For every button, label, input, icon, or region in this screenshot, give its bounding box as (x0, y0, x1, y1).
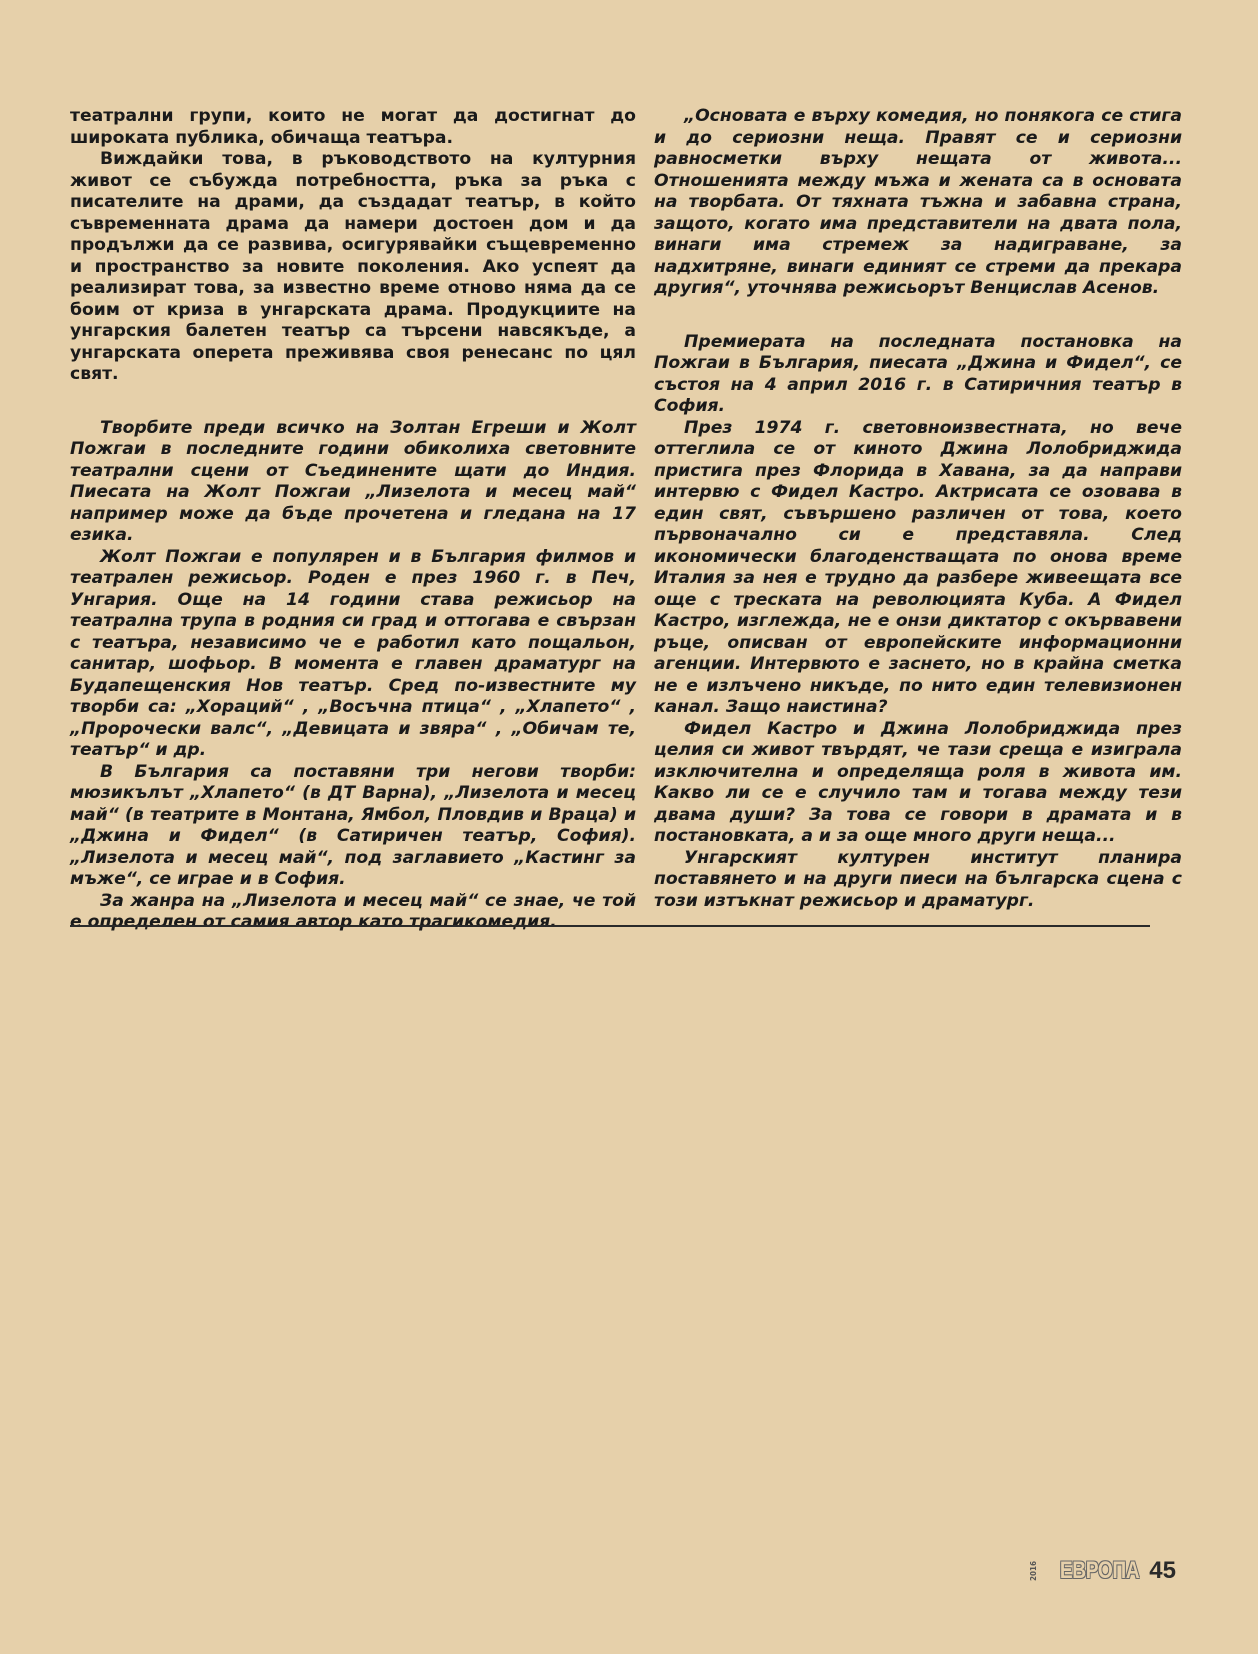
horizontal-divider (70, 925, 1150, 927)
paragraph: Жолт Пожгаи е популярен и в България филмов и театрален режисьор. Роден е през 1960 г. в Печ, Унгария. Още на 14 години става режисьор на театрална трупа в родния си град и оттогава е свързан с театъра, независимо че е работил като пощальон, санитар, шофьор. В момента е главен драматург на Будапещенския Нов театър. Сред по-известните му творби са: „Хораций“ , „Восъчна птица“ , „Хлапето“ , „Пророчески валс“, „Девицата и звяра“ , „Обичам те, театър“ и др. (70, 546, 636, 760)
right-column (654, 106, 1182, 912)
paragraph: Премиерата на последната постановка на Пожгаи в България, пиесата „Джина и Фидел“, се състоя на 4 април 2016 г. в Сатиричния театър в София. (654, 331, 1182, 416)
logo-year: 2016 (1029, 1560, 1039, 1582)
paragraph: Фидел Кастро и Джина Лолобриджида през целия си живот твърдят, че тази среща е изиграла изключителна и определяща роля в живота им. Какво ли се е случило там и тогава между тези двама души? За това се говори в драмата и в постановката, а и за още много други неща... (654, 718, 1182, 846)
paragraph: В България са поставяни три негови творби: мюзикълът „Хлапето“ (в ДТ Варна), „Лизелота и месец май“ (в театрите в Монтана, Ямбол, Пловдив и Враца) и „Джина и Фидел“ (в Сатиричен театър, София). „Лизелота и месец май“, под заглавието „Кастинг за мъже“, се играе и в София. (70, 761, 636, 889)
logo-text: ЕВРОПА (1059, 1557, 1140, 1584)
page-footer (1030, 1557, 1176, 1585)
paragraph: Унгарският културен институт планира поставянето и на други пиеси на българска сцена с този изтъкнат режисьор и драматург. (654, 847, 1182, 911)
paragraph: театрални групи, които не могат да достигнат до широката публика, обичаща театъра. (70, 106, 636, 148)
quote-paragraph: „Основата е върху комедия, но понякога се стига и до сериозни неща. Правят се и сериозни равносметки върху нещата от живота... Отношенията между мъжа и жената са в основата на творбата. От тяхната тъжна и забавна страна, защото, когато има представители на двата пола, винаги има стремеж за надиграване, за надхитряне, винаги единият се стреми да прекара другия“, уточнява режисьорът Венцислав Асенов. (654, 106, 1182, 298)
left-column (70, 106, 636, 934)
paragraph: Творбите преди всичко на Золтан Егреши и Жолт Пожгаи в последните години обиколиха световните театрални сцени от Съединените щати до Индия. Пиесата на Жолт Пожгаи „Лизелота и месец май“ например може да бъде прочетена и гледана на 17 езика. (70, 417, 636, 545)
magazine-logo (1030, 1557, 1139, 1585)
page-number: 45 (1149, 1557, 1176, 1584)
paragraph: Виждайки това, в ръководството на културния живот се събужда потребността, ръка за ръка с писателите на драми, да създадат театър, в който съвременната драма да намери достоен дом и да продължи да се развива, осигурявайки същевременно и пространство за новите поколения. Ако успеят да реализират това, за известно време отново няма да се боим от криза в унгарската драма. Продукциите на унгарския балетен театър са търсени навсякъде, а унгарската оперета преживява своя ренесанс по цял свят. (70, 149, 636, 384)
paragraph: През 1974 г. световноизвестната, но вече оттеглила се от киното Джина Лолобриджида пристига през Флорида в Хавана, за да направи интервю с Фидел Кастро. Актрисата се озовава в един свят, съвършено различен от това, което първоначално си е представяла. След икономически благоденстващата по онова време Италия за нея е трудно да разбере живеещата все още с треската на революцията Куба. А Фидел Кастро, изглежда, не е онзи диктатор с окървавени ръце, описван от европейските информационни агенции. Интервюто е заснето, но в крайна сметка не е излъчено никъде, по нито един телевизионен канал. Защо наистина? (654, 417, 1182, 717)
paragraph: За жанра на „Лизелота и месец май“ се знае, че той е определен от самия автор като трагикомедия. (70, 890, 636, 932)
